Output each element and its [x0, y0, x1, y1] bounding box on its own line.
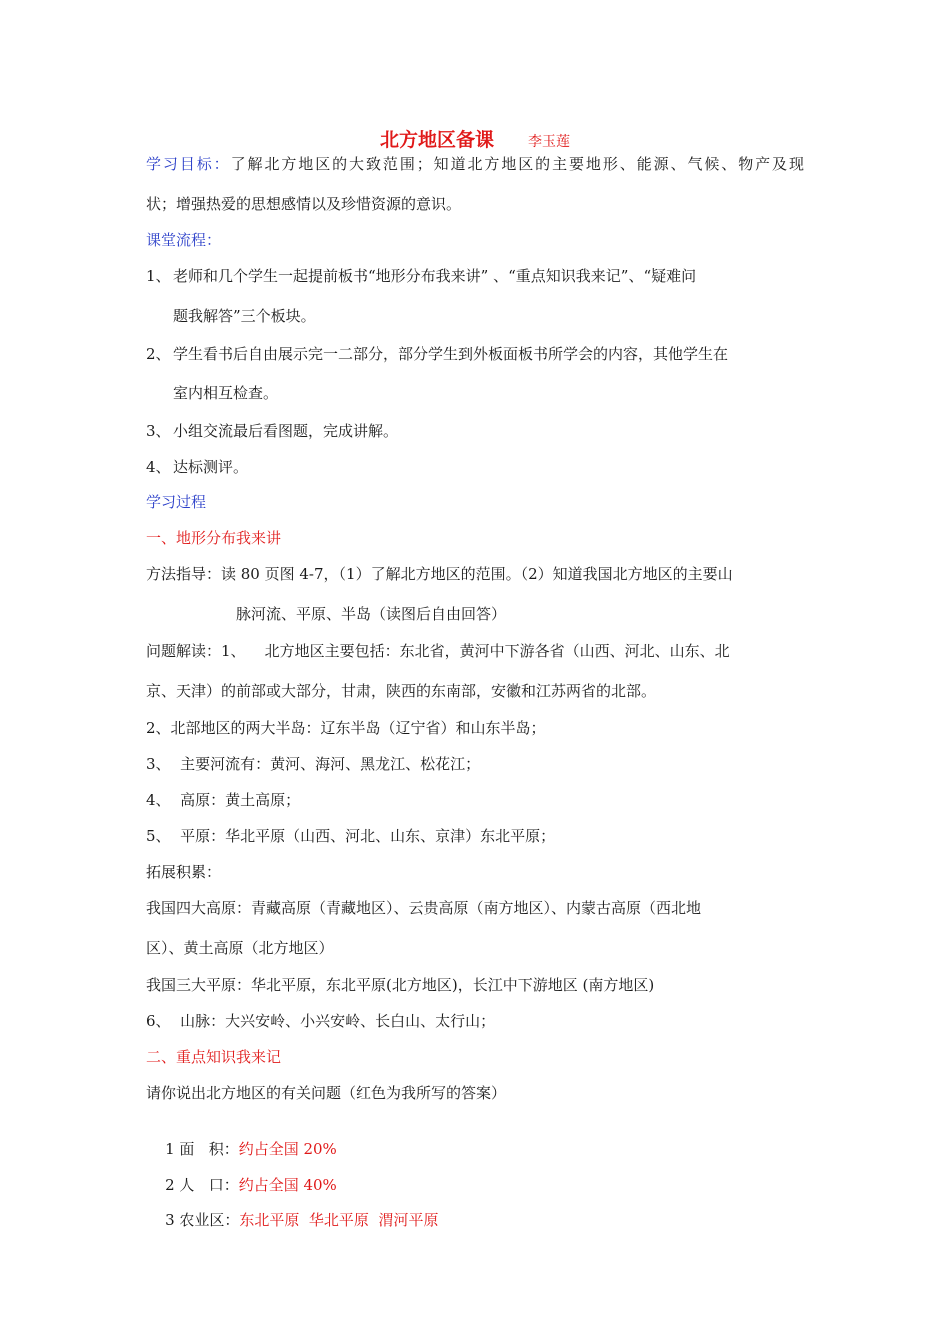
extension-label: 拓展积累：: [146, 863, 222, 881]
flow-item-1-num: 1、: [146, 267, 171, 285]
goal-label: 学习目标：: [146, 155, 231, 173]
process-label: 学习过程: [146, 493, 207, 511]
section-2-heading: 二、重点知识我来记: [146, 1048, 282, 1066]
question-6: 6、 山脉：大兴安岭、小兴安岭、长白山、太行山；: [146, 1012, 496, 1030]
flow-item-3-line-1: 小组交流最后看图题，完成讲解。: [173, 422, 399, 440]
extension-1-line-1: 我国四大高原：青藏高原（青藏地区）、云贵高原（南方地区）、内蒙古高原（西北地: [146, 899, 702, 917]
question-4: 4、 高原：黄土高原；: [146, 791, 301, 809]
flow-label: 课堂流程：: [146, 231, 222, 249]
flow-item-2-num: 2、: [146, 345, 171, 363]
goal-text-1: 了解北方地区的大致范围；知道北方地区的主要地形、能源、气候、物产及现: [230, 155, 804, 173]
question-2: 2、北部地区的两大半岛：辽东半岛（辽宁省）和山东半岛；: [146, 719, 546, 737]
flow-item-2-line-2: 室内相互检查。: [173, 384, 279, 402]
question-line-2: 京、天津）的前部或大部分，甘肃，陕西的东南部，安徽和江苏两省的北部。: [146, 682, 657, 700]
flow-item-1-line-1: 老师和几个学生一起提前板书“地形分布我来讲” 、“重点知识我来记”、“疑难问: [173, 267, 697, 285]
flow-item-4-num: 4、: [146, 458, 171, 476]
knowledge-row-label: 1 面 积：: [165, 1140, 239, 1158]
extension-2: 我国三大平原：华北平原，东北平原(北方地区)，长江中下游地区 (南方地区): [146, 976, 655, 994]
flow-item-3-num: 3、: [146, 422, 171, 440]
knowledge-row-answer: 约占全国 20%: [238, 1140, 337, 1158]
goal-line-2: 状；增强热爱的思想感情以及珍惜资源的意识。: [146, 195, 462, 213]
method-line-2: 脉河流、平原、半岛（读图后自由回答）: [236, 605, 507, 623]
title-author: 李玉莲: [528, 134, 570, 150]
knowledge-row-answer: 约占全国 40%: [238, 1176, 337, 1194]
section-2-intro: 请你说出北方地区的有关问题（红色为我所写的答案）: [146, 1084, 507, 1102]
question-5: 5、 平原：华北平原（山西、河北、山东、京津）东北平原；: [146, 827, 556, 845]
method-line-1: 方法指导：读 80 页图 4-7，（1）了解北方地区的范围。（2）知道我国北方地区的主要山: [146, 565, 733, 583]
flow-item-4-line-1: 达标测评。: [173, 458, 249, 476]
section-1-heading: 一、地形分布我来讲: [146, 529, 282, 547]
question-line-1: 问题解读：1、 北方地区主要包括：东北省，黄河中下游各省（山西、河北、山东、北: [146, 642, 730, 660]
knowledge-row-answer: 东北平原 华北平原 渭河平原: [239, 1211, 439, 1229]
knowledge-row-agriculture: [146, 1190, 438, 1250]
flow-item-2-line-1: 学生看书后自由展示完一二部分，部分学生到外板面板书所学会的内容，其他学生在: [173, 345, 729, 363]
document-title: [0, 125, 950, 152]
flow-item-1-line-2: 题我解答”三个板块。: [173, 307, 316, 325]
extension-1-line-2: 区）、黄土高原（北方地区）: [146, 939, 334, 957]
question-3: 3、 主要河流有：黄河、海河、黑龙江、松花江；: [146, 755, 481, 773]
goal-line-1: [146, 154, 804, 174]
title-main: 北方地区备课: [379, 129, 494, 151]
knowledge-row-label: 2 人 口：: [165, 1176, 239, 1194]
knowledge-row-label: 3 农业区：: [165, 1211, 240, 1229]
